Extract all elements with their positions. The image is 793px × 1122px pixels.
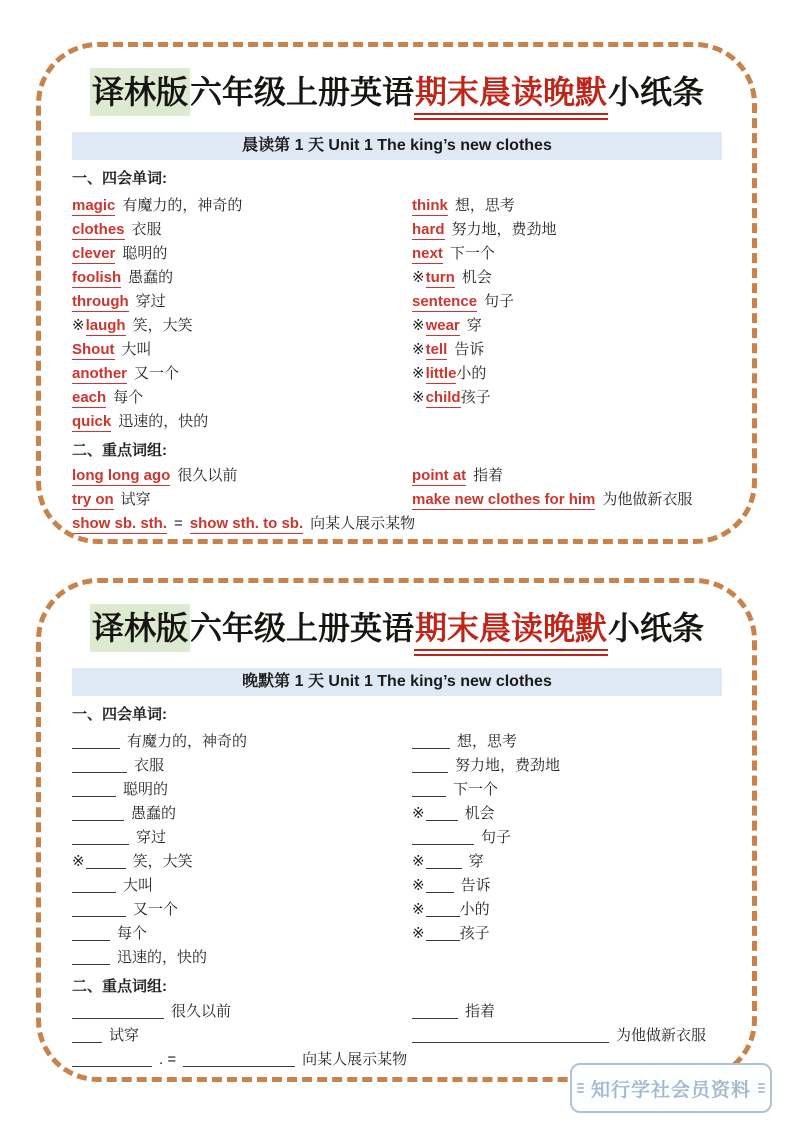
word-row	[72, 730, 412, 754]
morning-reading-card	[36, 42, 757, 544]
word-row	[72, 218, 412, 242]
card-title	[72, 605, 722, 656]
english-term: laugh	[85, 317, 126, 334]
english-term: foolish	[72, 269, 122, 286]
chinese-meaning: 小的	[456, 365, 487, 382]
chinese-meaning: 下一个	[453, 781, 499, 798]
word-row	[412, 874, 722, 898]
watermark-badge	[570, 1063, 772, 1113]
phrases-section-heading: 二、重点词组:	[72, 978, 167, 995]
phrase-row	[72, 1000, 412, 1024]
phrases-section-heading: 二、重点词组:	[72, 442, 167, 459]
chinese-meaning: 指着	[465, 1003, 496, 1020]
word-row	[72, 314, 412, 338]
phrase-row	[412, 464, 722, 488]
chinese-meaning: 大叫	[121, 341, 152, 358]
chinese-meaning: 有魔力的，神奇的	[122, 197, 243, 214]
evening-dictation-card	[36, 578, 757, 1082]
word-row	[72, 410, 412, 434]
word-row	[72, 194, 412, 218]
chinese-meaning: 又一个	[134, 365, 180, 382]
phrase-row	[72, 512, 722, 536]
english-term: each	[72, 389, 107, 406]
chinese-meaning: 聪明的	[123, 781, 169, 798]
phrase-row	[412, 488, 722, 512]
star-marker: ※	[412, 389, 425, 406]
chinese-meaning: 笑，大笑	[132, 853, 193, 870]
chinese-meaning: 努力地，费劲地	[455, 757, 561, 774]
english-term: little	[425, 365, 457, 382]
chinese-meaning: 大叫	[123, 877, 154, 894]
chinese-meaning: 穿过	[135, 293, 166, 310]
chinese-meaning: 穿	[468, 853, 484, 870]
chinese-meaning: 穿过	[136, 829, 167, 846]
day-unit-banner: 晚默第 1 天 Unit 1 The king’s new clothes	[72, 668, 722, 696]
word-row	[72, 850, 412, 874]
english-term: sentence	[412, 293, 478, 310]
star-marker: ※	[412, 925, 425, 942]
word-row	[412, 730, 722, 754]
chinese-meaning: 愚蠢的	[128, 269, 174, 286]
blank-line	[72, 903, 126, 917]
chinese-meaning: 机会	[464, 805, 495, 822]
blank-line	[86, 855, 126, 869]
word-row	[412, 362, 722, 386]
phrase-row	[412, 1000, 722, 1024]
word-row	[72, 778, 412, 802]
blank-line	[72, 759, 127, 773]
chinese-meaning: 机会	[461, 269, 492, 286]
english-term: quick	[72, 413, 112, 430]
star-marker: ※	[412, 901, 425, 918]
blank-line	[72, 879, 116, 893]
blank-line	[72, 1005, 164, 1019]
chinese-meaning: 聪明的	[122, 245, 168, 262]
blank-line	[72, 831, 129, 845]
blank-line	[72, 1053, 152, 1067]
star-marker: ※	[412, 853, 425, 870]
word-row	[72, 802, 412, 826]
english-term: hard	[412, 221, 445, 238]
chinese-meaning: 想，思考	[454, 197, 515, 214]
english-term: long long ago	[72, 467, 171, 484]
chinese-meaning: 很久以前	[171, 1003, 232, 1020]
word-row	[412, 850, 722, 874]
english-term: next	[412, 245, 443, 262]
word-row	[412, 218, 722, 242]
word-row	[72, 386, 412, 410]
watermark-decoration-right	[758, 1083, 765, 1093]
word-row	[412, 194, 722, 218]
title-grade-text: 六年级上册英语	[189, 74, 414, 110]
word-row	[72, 826, 412, 850]
title-grade-text: 六年级上册英语	[189, 610, 414, 646]
chinese-meaning: 笑，大笑	[132, 317, 193, 334]
chinese-meaning: 指着	[473, 467, 504, 484]
blank-line	[72, 783, 116, 797]
english-term: another	[72, 365, 128, 382]
chinese-meaning: 下一个	[449, 245, 495, 262]
star-marker: ※	[412, 341, 425, 358]
chinese-meaning: 告诉	[460, 877, 491, 894]
english-term: wear	[425, 317, 460, 334]
word-row	[412, 754, 722, 778]
english-term: Shout	[72, 341, 115, 358]
phrase-row	[72, 488, 412, 512]
english-term: show sb. sth.	[72, 515, 168, 532]
chinese-meaning: 孩子	[459, 925, 490, 942]
blank-line	[72, 951, 110, 965]
card-title	[72, 69, 722, 120]
phrases-list	[72, 1000, 722, 1072]
word-row	[72, 898, 412, 922]
chinese-meaning: 努力地，费劲地	[451, 221, 557, 238]
blank-line	[426, 927, 460, 941]
chinese-meaning: 每个	[113, 389, 144, 406]
watermark-text: 知行学社会员资料	[590, 1079, 751, 1101]
phrase-row	[412, 1024, 722, 1048]
watermark-decoration-left	[577, 1083, 584, 1093]
blank-line	[412, 831, 474, 845]
chinese-meaning: 试穿	[120, 491, 151, 508]
blank-line	[412, 1005, 458, 1019]
title-publisher-highlight: 译林版	[90, 604, 190, 652]
english-term: clothes	[72, 221, 125, 238]
english-term: clever	[72, 245, 116, 262]
star-marker: ※	[412, 805, 425, 822]
chinese-meaning: 又一个	[133, 901, 179, 918]
word-row	[72, 266, 412, 290]
day-unit-banner: 晨读第 1 天 Unit 1 The king’s new clothes	[72, 132, 722, 160]
word-row	[412, 290, 722, 314]
phrase-row	[72, 464, 412, 488]
title-tail-text: 小纸条	[608, 610, 705, 646]
title-publisher-highlight: 译林版	[90, 68, 190, 116]
chinese-meaning: 试穿	[109, 1027, 140, 1044]
phrase-row	[72, 1024, 412, 1048]
word-row	[412, 898, 722, 922]
chinese-meaning: 向某人展示某物	[302, 1051, 408, 1068]
chinese-meaning: 句子	[481, 829, 512, 846]
word-row	[72, 874, 412, 898]
chinese-meaning: 为他做新衣服	[602, 491, 693, 508]
words-list	[72, 194, 722, 434]
chinese-meaning: 有魔力的，神奇的	[127, 733, 248, 750]
star-marker: ※	[412, 269, 425, 286]
star-marker: ※	[412, 317, 425, 334]
chinese-meaning: 衣服	[131, 221, 162, 238]
chinese-meaning: 愚蠢的	[131, 805, 177, 822]
chinese-meaning: 想，思考	[457, 733, 518, 750]
word-row	[72, 290, 412, 314]
blank-line	[183, 1053, 295, 1067]
chinese-meaning: 穿	[466, 317, 482, 334]
word-row	[72, 922, 412, 946]
chinese-meaning: 为他做新衣服	[616, 1027, 707, 1044]
blank-line	[72, 807, 124, 821]
chinese-meaning: 迅速的，快的	[117, 949, 208, 966]
blank-line	[412, 735, 450, 749]
title-exam-red-text: 期末晨读晚默	[414, 609, 608, 656]
chinese-meaning: 句子	[484, 293, 515, 310]
word-row	[412, 922, 722, 946]
blank-line	[412, 1029, 609, 1043]
chinese-meaning: 衣服	[134, 757, 165, 774]
word-row	[412, 266, 722, 290]
chinese-meaning: 每个	[117, 925, 148, 942]
english-term: try on	[72, 491, 114, 508]
words-section-heading: 一、四会单词:	[72, 706, 167, 723]
word-row	[72, 946, 412, 970]
english-term: show sth. to sb.	[189, 515, 304, 532]
plain-text: . =	[159, 1051, 177, 1068]
word-row	[412, 946, 722, 970]
star-marker: ※	[412, 877, 425, 894]
plain-text: =	[174, 515, 183, 532]
words-section-heading: 一、四会单词:	[72, 170, 167, 187]
english-term: through	[72, 293, 129, 310]
english-term: point at	[412, 467, 467, 484]
title-tail-text: 小纸条	[608, 74, 705, 110]
word-row	[412, 242, 722, 266]
blank-line	[426, 903, 460, 917]
english-term: child	[425, 389, 461, 406]
chinese-meaning: 小的	[459, 901, 490, 918]
blank-line	[426, 855, 462, 869]
word-row	[412, 386, 722, 410]
chinese-meaning: 很久以前	[177, 467, 238, 484]
word-row	[412, 802, 722, 826]
phrases-list	[72, 464, 722, 536]
star-marker: ※	[72, 317, 85, 334]
blank-line	[72, 1029, 102, 1043]
english-term: magic	[72, 197, 116, 214]
blank-line	[412, 759, 448, 773]
word-row	[412, 778, 722, 802]
title-exam-red-text: 期末晨读晚默	[414, 73, 608, 120]
blank-line	[426, 879, 454, 893]
english-term: tell	[425, 341, 448, 358]
words-list	[72, 730, 722, 970]
chinese-meaning: 孩子	[460, 389, 491, 406]
word-row	[72, 242, 412, 266]
english-term: think	[412, 197, 448, 214]
word-row	[72, 754, 412, 778]
star-marker: ※	[72, 853, 85, 870]
star-marker: ※	[412, 365, 425, 382]
blank-line	[426, 807, 458, 821]
word-row	[412, 338, 722, 362]
chinese-meaning: 迅速的，快的	[118, 413, 209, 430]
word-row	[72, 338, 412, 362]
chinese-meaning: 告诉	[454, 341, 485, 358]
word-row	[412, 410, 722, 434]
blank-line	[72, 927, 110, 941]
word-row	[72, 362, 412, 386]
blank-line	[72, 735, 120, 749]
chinese-meaning: 向某人展示某物	[310, 515, 416, 532]
word-row	[412, 826, 722, 850]
word-row	[412, 314, 722, 338]
english-term: make new clothes for him	[412, 491, 596, 508]
english-term: turn	[425, 269, 455, 286]
blank-line	[412, 783, 446, 797]
